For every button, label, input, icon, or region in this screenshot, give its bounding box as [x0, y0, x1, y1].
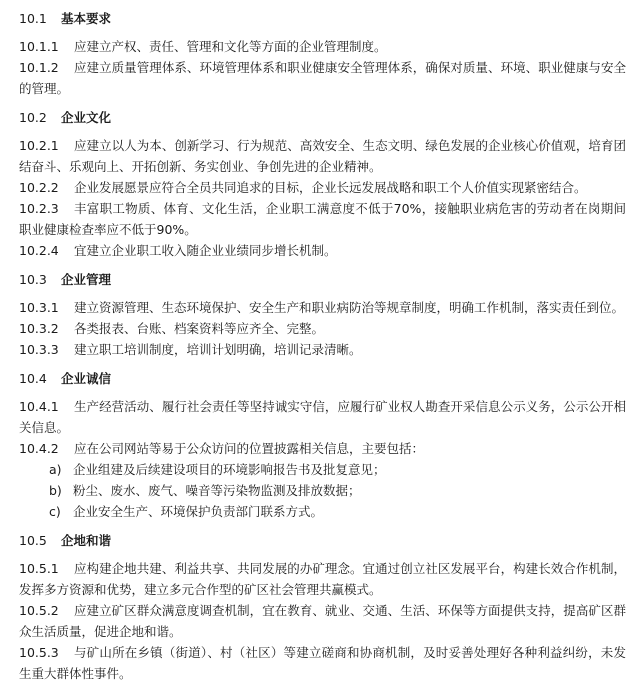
clause-text: 与矿山所在乡镇（街道）、村（社区）等建立磋商和协商机制，及时妥善处理好各种利益纠纷，未发生重大群体性事件。 — [19, 645, 626, 681]
clause-text: 建立职工培训制度，培训计划明确，培训记录清晰。 — [74, 342, 362, 357]
list-item — [19, 501, 626, 522]
list-item-text: 粉尘、废水、废气、噪音等污染物监测及排放数据； — [72, 483, 361, 498]
clause — [19, 135, 626, 177]
clause — [19, 57, 626, 99]
clause-number: 10.5.2 — [19, 603, 59, 618]
section-heading — [19, 368, 626, 390]
clause — [19, 642, 626, 684]
clause-number: 10.3.1 — [19, 300, 59, 315]
clause-number: 10.5.1 — [19, 561, 59, 576]
clause-number: 10.4.2 — [19, 441, 59, 456]
section-number: 10.2 — [19, 110, 47, 125]
clause — [19, 240, 626, 261]
clause-text: 各类报表、台账、档案资料等应齐全、完整。 — [74, 321, 325, 336]
list-item-text: 企业组建及后续建设项目的环境影响报告书及批复意见； — [72, 462, 386, 477]
clause — [19, 177, 626, 198]
section-title: 基本要求 — [61, 11, 112, 26]
clause — [19, 36, 626, 57]
clause-text: 企业发展愿景应符合全员共同追求的目标，企业长远发展战略和职工个人价值实现紧密结合。 — [74, 180, 587, 195]
clause-text: 应建立质量管理体系、环境管理体系和职业健康安全管理体系，确保对质量、环境、职业健康与安全的管理。 — [19, 60, 626, 96]
section-number: 10.4 — [19, 371, 47, 386]
section-heading — [19, 107, 626, 129]
section-heading — [19, 530, 626, 552]
clause-number: 10.4.1 — [19, 399, 59, 414]
clause — [19, 318, 626, 339]
clause — [19, 198, 626, 240]
clause-text: 生产经营活动、履行社会责任等坚持诚实守信，应履行矿业权人勘查开采信息公示义务，公示公开相关信息。 — [19, 399, 626, 435]
clause — [19, 339, 626, 360]
section-title: 企业诚信 — [61, 371, 112, 386]
clause-text: 宜建立企业职工收入随企业业绩同步增长机制。 — [74, 243, 337, 258]
clause — [19, 438, 626, 459]
clause-number: 10.3.3 — [19, 342, 59, 357]
clause-text: 建立资源管理、生态环境保护、安全生产和职业病防治等规章制度，明确工作机制，落实责任到位。 — [74, 300, 625, 315]
list-item-label: b) — [49, 483, 62, 498]
clause — [19, 558, 626, 600]
section-number: 10.3 — [19, 272, 47, 287]
clause-number: 10.2.4 — [19, 243, 59, 258]
clause-number: 10.1.1 — [19, 39, 59, 54]
section-title: 企业文化 — [61, 110, 112, 125]
clause-text: 丰富职工物质、体育、文化生活，企业职工满意度不低于70%，接触职业病危害的劳动者在岗期间职业健康检查率应不低于90%。 — [19, 201, 626, 237]
list-item-text: 企业安全生产、环境保护负责部门联系方式。 — [72, 504, 323, 519]
clause-text: 应建立以人为本、创新学习、行为规范、高效安全、生态文明、绿色发展的企业核心价值观，培育团结奋斗、乐观向上、开拓创新、务实创业、争创先进的企业精神。 — [19, 138, 626, 174]
section-title: 企业管理 — [61, 272, 112, 287]
clause-number: 10.2.3 — [19, 201, 59, 216]
list-item — [19, 459, 626, 480]
list-item — [19, 480, 626, 501]
clause — [19, 600, 626, 642]
clause-number: 10.1.2 — [19, 60, 59, 75]
clause-number: 10.2.2 — [19, 180, 59, 195]
clause-text: 应构建企地共建、利益共享、共同发展的办矿理念。宜通过创立社区发展平台，构建长效合作机制，发挥多方资源和优势，建立多元合作型的矿区社会管理共赢模式。 — [19, 561, 626, 597]
clause-number: 10.5.3 — [19, 645, 59, 660]
clause — [19, 297, 626, 318]
clause — [19, 396, 626, 438]
list-item-label: c) — [49, 504, 61, 519]
list-item-label: a) — [49, 462, 62, 477]
section-number: 10.1 — [19, 11, 47, 26]
section-title: 企地和谐 — [61, 533, 112, 548]
section-heading — [19, 8, 626, 30]
section-heading — [19, 269, 626, 291]
section-number: 10.5 — [19, 533, 47, 548]
clause-text: 应建立矿区群众满意度调查机制，宜在教育、就业、交通、生活、环保等方面提供支持，提高矿区群众生活质量，促进企地和谐。 — [19, 603, 626, 639]
clause-number: 10.2.1 — [19, 138, 59, 153]
clause-number: 10.3.2 — [19, 321, 59, 336]
clause-text: 应在公司网站等易于公众访问的位置披露相关信息，主要包括： — [74, 441, 425, 456]
clause-text: 应建立产权、责任、管理和文化等方面的企业管理制度。 — [74, 39, 387, 54]
